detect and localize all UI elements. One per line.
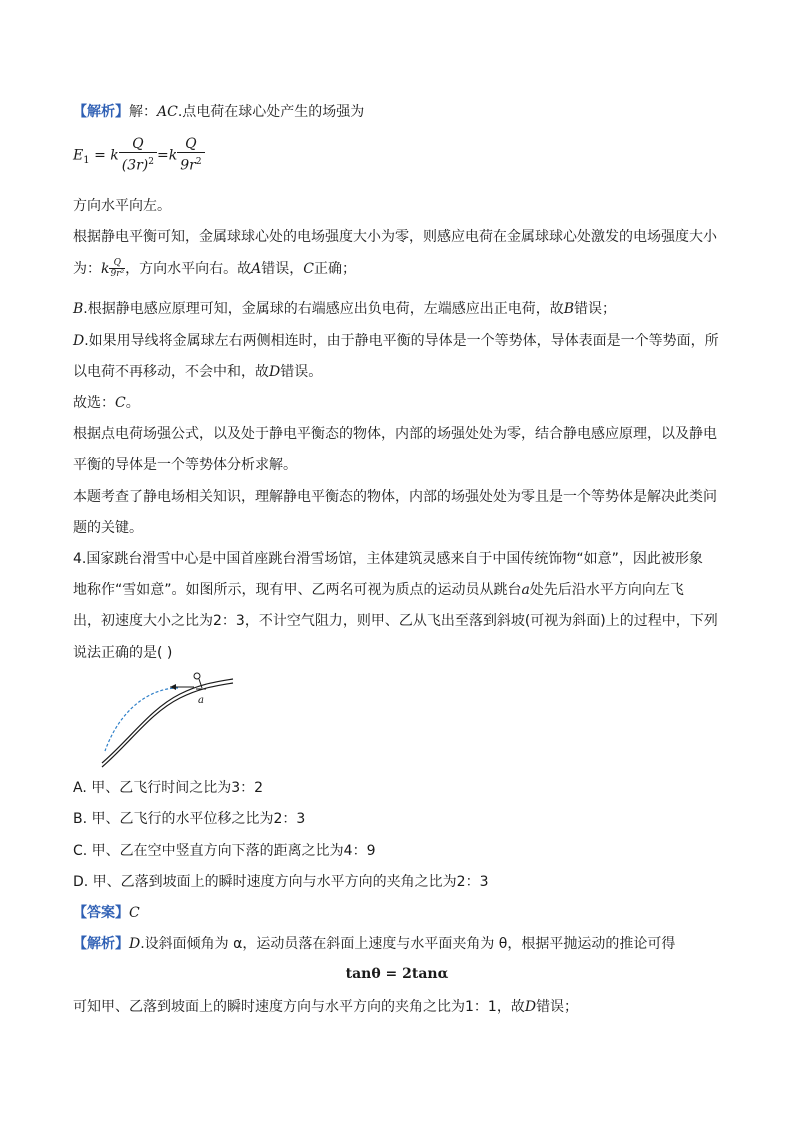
analysis-line-5	[73, 299, 616, 319]
text: 解：	[129, 104, 157, 120]
slope-upper-line	[102, 679, 233, 763]
option-ref: D	[129, 936, 141, 952]
text: 错误；	[574, 301, 617, 317]
analysis-tag: 【解析】	[73, 104, 129, 120]
option-ref: B	[73, 301, 84, 317]
ski-jump-figure	[70, 664, 240, 768]
eq-subscript: 1	[83, 155, 90, 167]
option-ref: D	[73, 333, 85, 349]
text: .根据静电感应原理可知，金属球的右端感应出负电荷，左端感应出正电荷，故	[83, 301, 564, 317]
point-label: a	[521, 582, 530, 598]
analysis-tag: 【解析】	[73, 936, 129, 952]
text: 为：	[73, 261, 101, 277]
text: 故选：	[73, 395, 115, 411]
analysis-line-9: 根据点电荷场强公式，以及处于静电平衡态的物体，内部的场强处处为零，结合静电感应原理，以及静电	[73, 426, 717, 442]
option-ref: B	[563, 301, 575, 317]
option-ref: D	[524, 999, 537, 1015]
option-ref: D	[269, 364, 281, 380]
den-sup: 2	[148, 157, 154, 167]
den-sup: 2	[195, 157, 202, 167]
eq-symbol: E	[73, 147, 84, 164]
eq-symbol: k	[101, 261, 110, 277]
text: 错误。	[280, 364, 323, 380]
eq-symbol: k	[110, 147, 119, 164]
numerator: Q	[109, 258, 125, 269]
trajectory-curve	[105, 688, 178, 751]
numerator: Q	[177, 136, 204, 153]
option-ref: AC	[157, 104, 178, 120]
analysis-line-8	[73, 393, 140, 413]
question-line-1: 4.国家跳台滑雪中心是中国首座跳台滑雪场馆，主体建筑灵感来自于中国传统饰物“如意”，因此被形象	[73, 551, 703, 567]
skier-head	[194, 673, 200, 679]
eq-sign: =	[94, 147, 106, 164]
analysis-line-3: 根据静电平衡可知，金属球球心处的电场强度大小为零，则感应电荷在金属球球心处激发的电场强度大小	[73, 229, 717, 245]
denominator	[119, 153, 157, 175]
eq-sign: =	[157, 147, 169, 164]
text: .点电荷在球心处产生的场强为	[177, 104, 365, 120]
text: 可知甲、乙落到坡面上的瞬时速度方向与水平方向的夹角之比为1：1，故	[73, 999, 525, 1015]
option-b: B. 甲、乙飞行的水平位移之比为2：3	[73, 811, 306, 827]
den-text: 9r	[180, 157, 196, 174]
analysis-line-2: 方向水平向左。	[73, 198, 171, 214]
text: 处先后沿水平方向向左飞	[529, 582, 684, 598]
text: ，方向水平向右。故	[125, 261, 252, 277]
option-c: C. 甲、乙在空中竖直方向下落的距离之比为4：9	[73, 843, 376, 859]
fraction	[119, 136, 157, 175]
analysis-line-11: 本题考查了静电场相关知识，理解静电平衡态的物体，内部的场强处处为零且是一个等势体是解决此类问	[73, 489, 717, 505]
option-d: D. 甲、乙落到坡面上的瞬时速度方向与水平方向的夹角之比为2：3	[73, 874, 489, 890]
text: .设斜面倾角为 α，运动员落在斜面上速度与水平面夹角为 θ，根据平抛运动的推论可得	[140, 936, 676, 952]
analysis-line-4	[73, 258, 356, 282]
analysis-line-6	[73, 331, 719, 351]
analysis2-line-1	[73, 934, 675, 954]
field-strength-equation	[73, 136, 205, 178]
question-line-4: 说法正确的是( )	[73, 645, 173, 661]
analysis-line-7	[73, 362, 322, 382]
text: 正确；	[313, 261, 356, 277]
option-ref: A	[251, 261, 262, 277]
fraction	[177, 136, 204, 175]
denominator: 9r²	[110, 269, 125, 279]
option-a: A. 甲、乙飞行时间之比为3：2	[73, 780, 264, 796]
analysis2-line-2	[73, 997, 578, 1017]
answer-tag: 【答案】	[73, 905, 129, 921]
eq-symbol: k	[168, 147, 178, 164]
formula-tan: tanθ = 2tanα	[345, 966, 449, 982]
text: 。	[125, 395, 140, 411]
numerator: Q	[119, 136, 157, 153]
arrow-head	[170, 684, 176, 690]
den-text: (3r)	[121, 157, 149, 174]
text: 地称作“雪如意”。如图所示，现有甲、乙两名可视为质点的运动员从跳台	[73, 582, 522, 598]
text: .如果用导线将金属球左右两侧相连时，由于静电平衡的导体是一个等势体，导体表面是一个等势面，所	[84, 333, 719, 349]
analysis-line-12: 题的关键。	[73, 520, 143, 536]
answer-value: C	[129, 905, 140, 921]
question-line-2	[73, 580, 684, 600]
small-fraction	[109, 258, 125, 280]
option-ref: C	[115, 395, 126, 411]
option-ref: C	[303, 261, 314, 277]
text: 错误；	[536, 999, 579, 1015]
point-a-label: a	[198, 695, 204, 706]
slope-lower-line	[102, 683, 233, 767]
text: 错误，	[261, 261, 304, 277]
denominator	[177, 153, 204, 175]
text: 以电荷不再移动，不会中和，故	[73, 364, 269, 380]
analysis-line-1	[73, 102, 364, 122]
question-line-3: 出，初速度大小之比为2：3，不计空气阻力，则甲、乙从飞出至落到斜坡(可视为斜面)上的过程中，下列	[73, 613, 718, 629]
analysis-line-10: 平衡的导体是一个等势体分析求解。	[73, 457, 297, 473]
answer-line	[73, 903, 140, 923]
